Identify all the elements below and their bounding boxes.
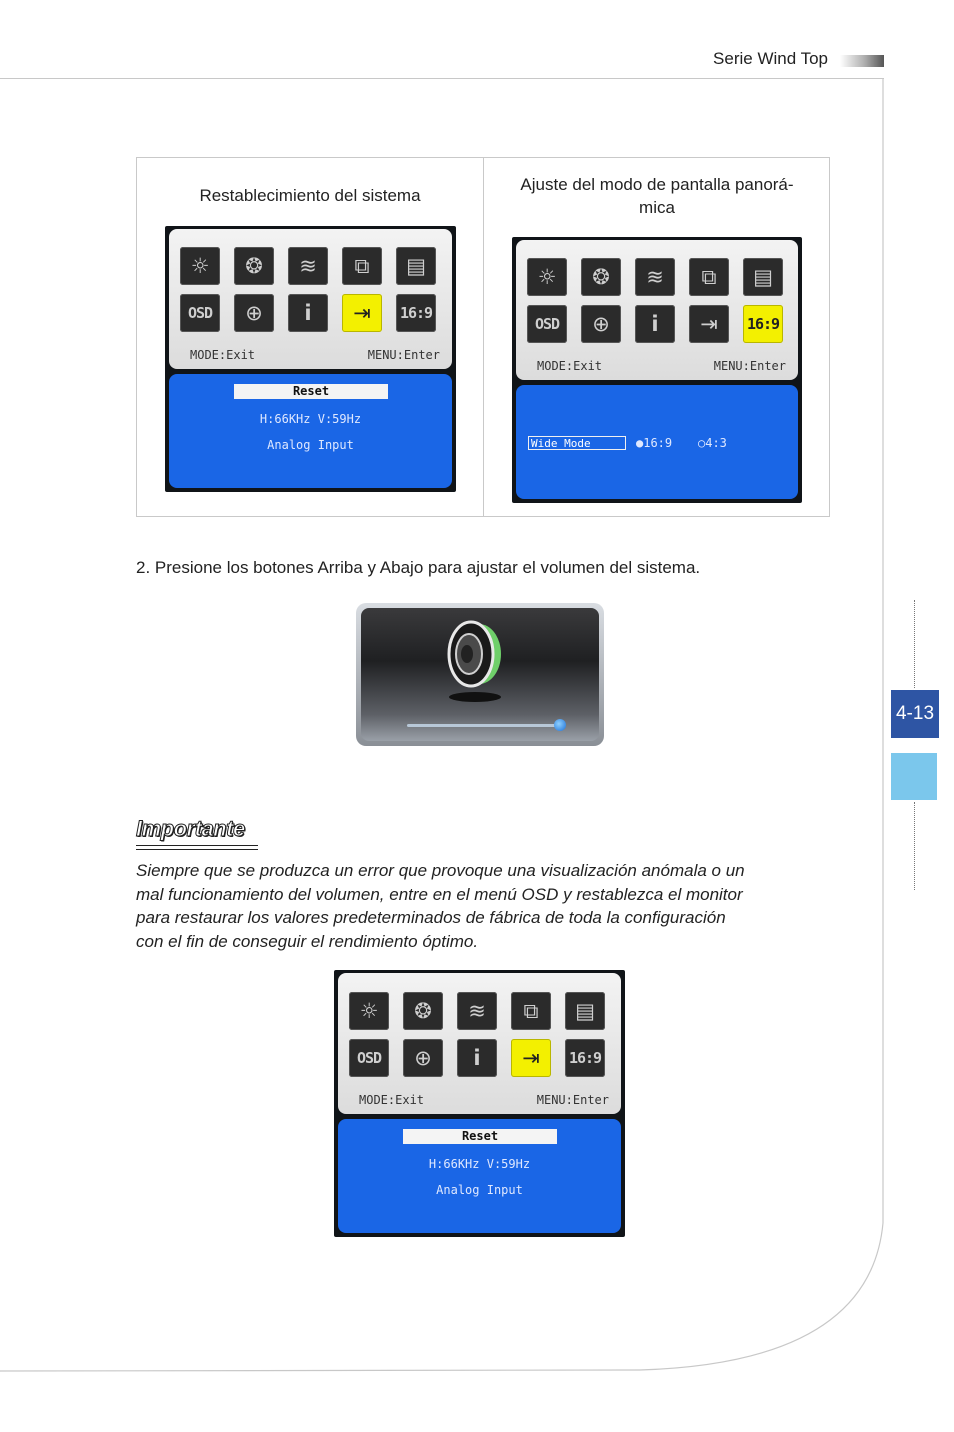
reset-option: Reset bbox=[234, 384, 388, 399]
image-icon: ≋ bbox=[288, 247, 328, 285]
pip-icon: ▤ bbox=[565, 992, 605, 1030]
pip-icon: ▤ bbox=[743, 258, 783, 296]
volume-slider-track bbox=[407, 724, 557, 727]
frequency-readout: H:66KHz V:59Hz bbox=[428, 1157, 531, 1171]
frequency-readout: H:66KHz V:59Hz bbox=[259, 412, 362, 426]
osd-hint-enter: MENU:Enter bbox=[713, 359, 786, 373]
header-title: Serie Wind Top bbox=[713, 49, 828, 68]
important-line-4: con el fin de conseguir el rendimiento óptimo. bbox=[136, 931, 479, 951]
osd-hint-exit: MODE:Exit bbox=[359, 1093, 425, 1107]
volume-panel bbox=[361, 608, 599, 741]
speaker-icon bbox=[441, 614, 511, 694]
reset-option: Reset bbox=[403, 1129, 557, 1144]
header-gradient-bar bbox=[840, 55, 884, 67]
osd-hint-exit: MODE:Exit bbox=[537, 359, 603, 373]
image-icon: ≋ bbox=[635, 258, 675, 296]
info-icon: i bbox=[288, 294, 328, 332]
step-2-text: 2. Presione los botones Arriba y Abajo para ajustar el volumen del sistema. bbox=[136, 558, 701, 577]
important-underline-2 bbox=[136, 849, 258, 850]
info-icon: i bbox=[635, 305, 675, 343]
brightness-icon: ☼ bbox=[180, 247, 220, 285]
reset-icon: ⇥ bbox=[511, 1039, 551, 1077]
osd-info-panel bbox=[169, 374, 452, 488]
osd-hint-enter: MENU:Enter bbox=[367, 348, 440, 362]
caption-reset: Restablecimiento del sistema bbox=[199, 186, 421, 205]
osd-screen-wide-mode bbox=[512, 237, 802, 503]
brightness-icon: ☼ bbox=[527, 258, 567, 296]
reset-icon: ⇥ bbox=[689, 305, 729, 343]
important-heading: Importante bbox=[136, 816, 245, 841]
important-line-3: para restaurar los valores predeterminados de fábrica de toda la configuración bbox=[136, 908, 726, 927]
wide-option-16-9: ●16:9 bbox=[636, 436, 673, 450]
osd-info-panel bbox=[338, 1119, 621, 1233]
input-readout: Analog Input bbox=[436, 1183, 523, 1197]
brightness-icon: ☼ bbox=[349, 992, 389, 1030]
color-icon: ❂ bbox=[403, 992, 443, 1030]
osd-hint-exit: MODE:Exit bbox=[190, 348, 256, 362]
volume-screen bbox=[356, 603, 604, 746]
osd-wide-panel bbox=[516, 385, 798, 499]
volume-slider-knob bbox=[554, 719, 566, 731]
caption-wide-mode-line1: Ajuste del modo de pantalla panorá- bbox=[520, 175, 794, 194]
aspect-icon: 16:9 bbox=[743, 305, 783, 343]
position-icon: ⧉ bbox=[511, 992, 551, 1030]
caption-wide-mode bbox=[487, 173, 827, 219]
osd-icon: OSD bbox=[180, 294, 220, 332]
language-icon: ⊕ bbox=[234, 294, 274, 332]
reset-icon: ⇥ bbox=[342, 294, 382, 332]
osd-icon: OSD bbox=[527, 305, 567, 343]
table-divider bbox=[483, 157, 484, 517]
input-readout: Analog Input bbox=[267, 438, 354, 452]
language-icon: ⊕ bbox=[403, 1039, 443, 1077]
aspect-icon: 16:9 bbox=[396, 294, 436, 332]
info-icon: i bbox=[457, 1039, 497, 1077]
chapter-tab bbox=[891, 753, 937, 800]
wide-mode-label: Wide Mode bbox=[528, 436, 626, 450]
color-icon: ❂ bbox=[581, 258, 621, 296]
image-icon: ≋ bbox=[457, 992, 497, 1030]
language-icon: ⊕ bbox=[581, 305, 621, 343]
color-icon: ❂ bbox=[234, 247, 274, 285]
side-dotted-line-bottom bbox=[914, 802, 915, 890]
osd-icon: OSD bbox=[349, 1039, 389, 1077]
caption-wide-mode-line2: mica bbox=[639, 198, 675, 217]
important-underline-1 bbox=[136, 845, 258, 846]
osd-menu-panel bbox=[516, 240, 798, 380]
wide-option-4-3: ○4:3 bbox=[698, 436, 727, 450]
page-number-tab: 4-13 bbox=[891, 690, 939, 738]
important-paragraph bbox=[136, 859, 836, 953]
osd-menu-panel bbox=[338, 973, 621, 1114]
osd-hint-enter: MENU:Enter bbox=[536, 1093, 609, 1107]
speaker-shadow bbox=[449, 692, 501, 702]
pip-icon: ▤ bbox=[396, 247, 436, 285]
side-dotted-line-top bbox=[914, 600, 915, 688]
position-icon: ⧉ bbox=[689, 258, 729, 296]
osd-screen-reset bbox=[165, 226, 456, 492]
important-line-2: mal funcionamiento del volumen, entre en el menú OSD y restablezca el monitor bbox=[136, 884, 743, 904]
osd-menu-panel bbox=[169, 229, 452, 369]
important-line-1: Siempre que se produzca un error que provoque una visualización anómala o un bbox=[136, 861, 745, 880]
position-icon: ⧉ bbox=[342, 247, 382, 285]
osd-screen-reset-bottom bbox=[334, 970, 625, 1237]
aspect-icon: 16:9 bbox=[565, 1039, 605, 1077]
header-rule bbox=[0, 78, 884, 79]
